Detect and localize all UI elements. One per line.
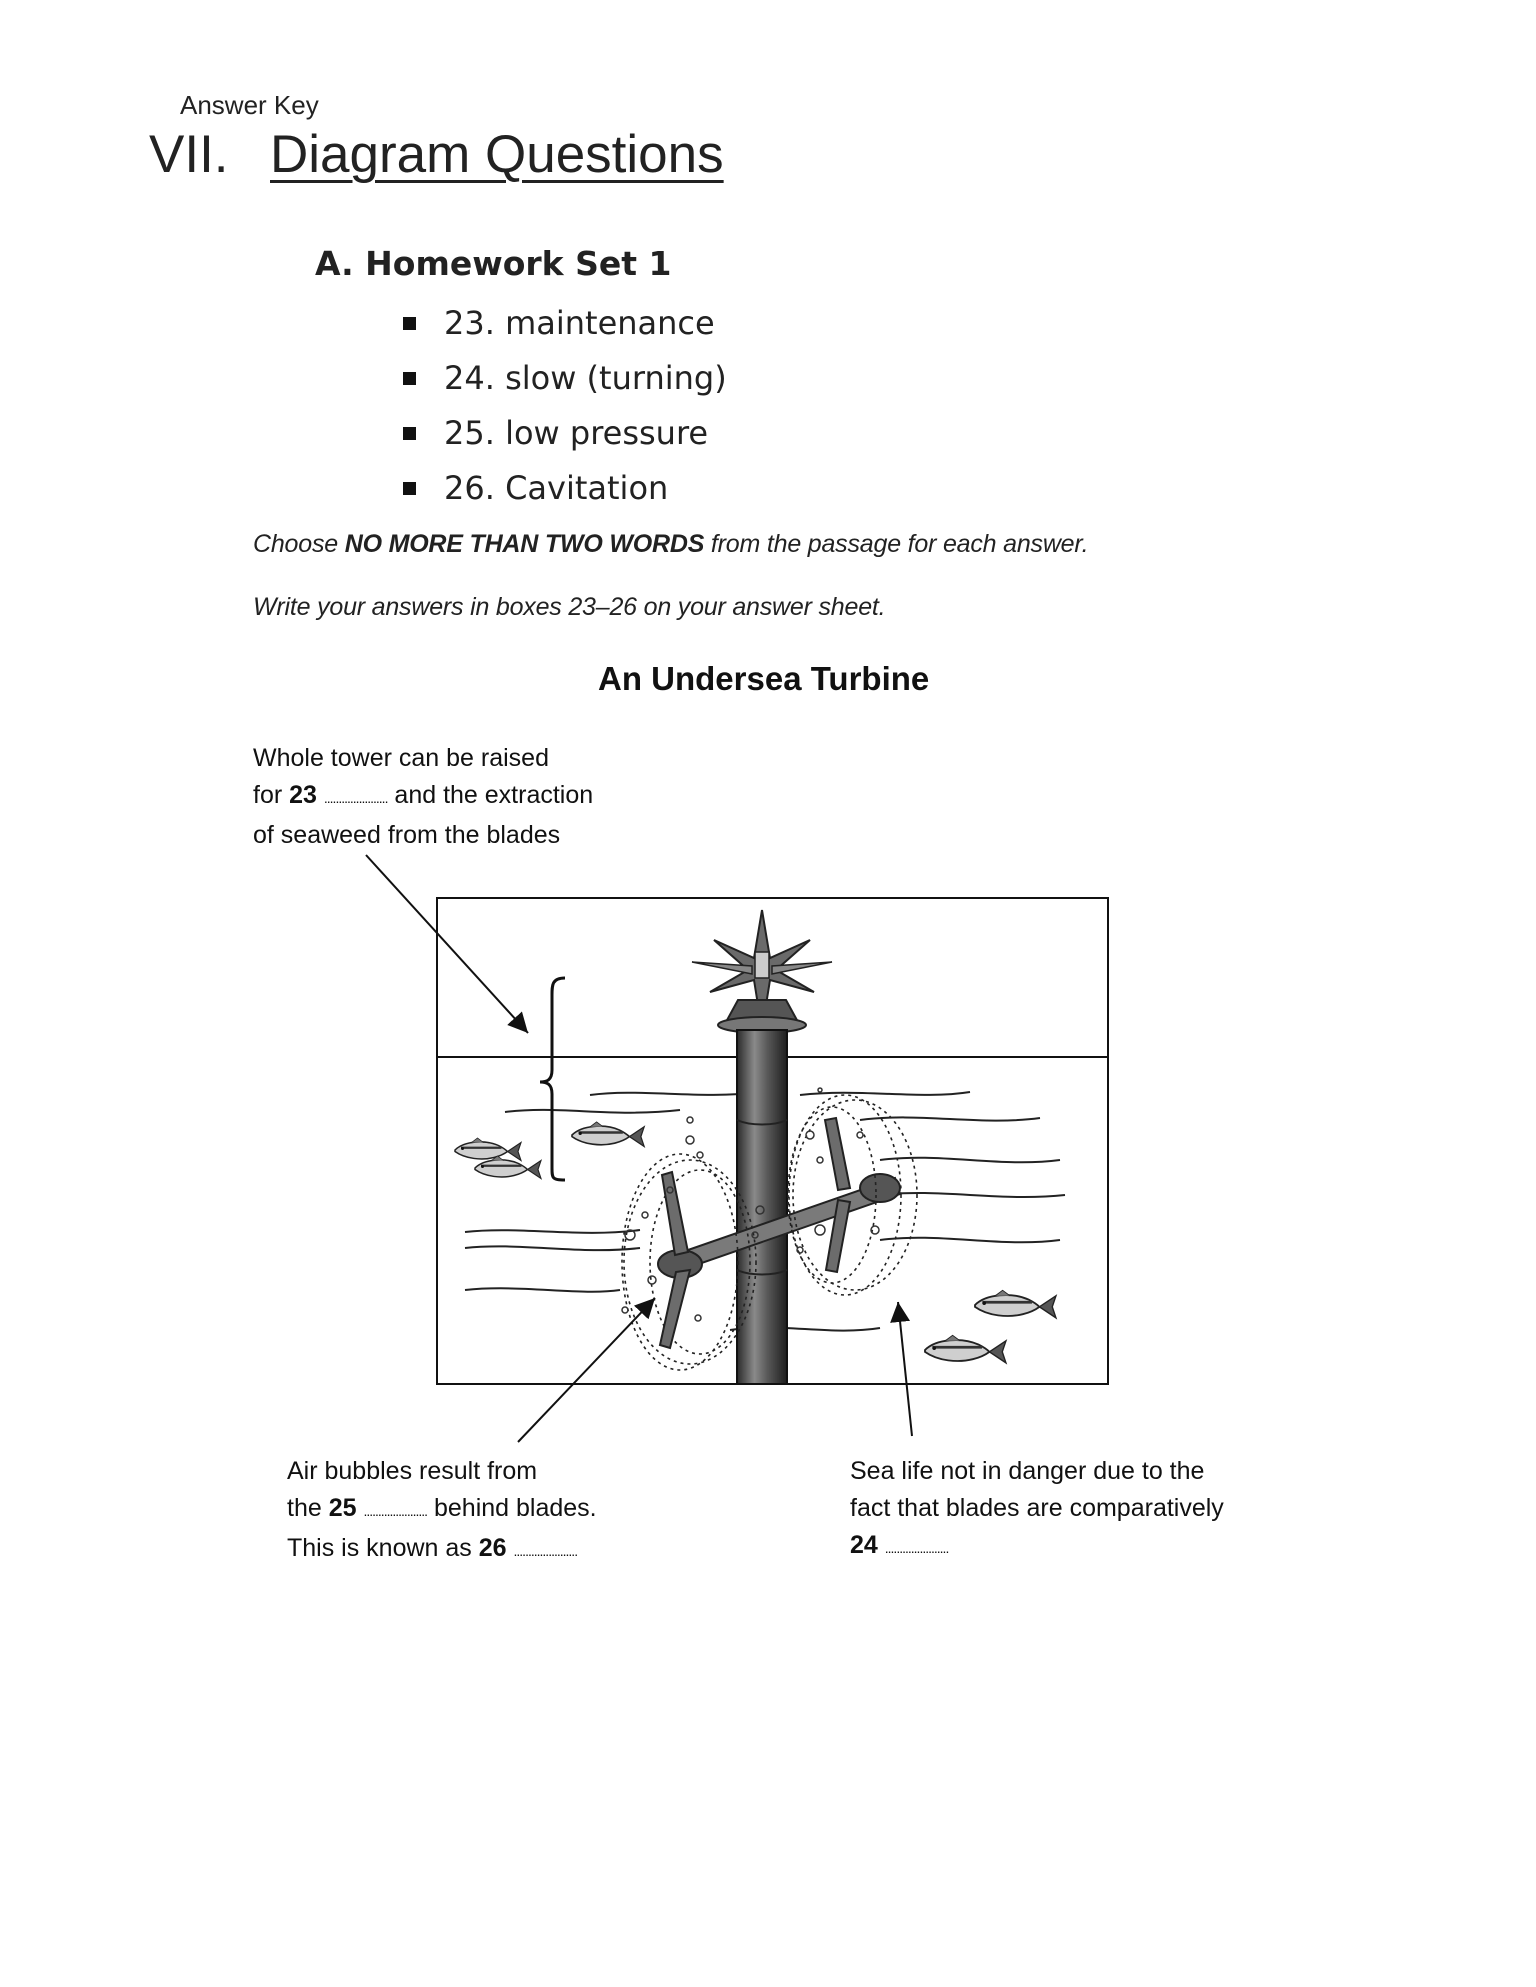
answer-text: 25. low pressure bbox=[444, 414, 709, 452]
caption-tower: Whole tower can be raised for 23 ...................... and the extraction of seaweed from the blades bbox=[253, 744, 594, 849]
section-title: Diagram Questions bbox=[270, 125, 724, 184]
answer-text: 23. maintenance bbox=[444, 304, 715, 342]
section-number: VII. bbox=[149, 125, 229, 184]
answer-key-label: Answer Key bbox=[180, 90, 319, 120]
caption-sea-life: Sea life not in danger due to the fact that blades are comparatively 24 ...................... bbox=[850, 1457, 1224, 1559]
answer-text: 26. Cavitation bbox=[444, 469, 669, 507]
diagram-title: An Undersea Turbine bbox=[598, 660, 930, 697]
instruction-line-2: Write your answers in boxes 23–26 on your answer sheet. bbox=[253, 593, 886, 621]
answer-text: 24. slow (turning) bbox=[444, 359, 727, 397]
caption-air-bubbles: Air bubbles result from the 25 ...................... behind blades. This is known as 26 ...................... bbox=[287, 1457, 597, 1562]
instruction-line-1: Choose NO MORE THAN TWO WORDS from the passage for each answer. bbox=[253, 530, 1089, 558]
homework-set-title: A. Homework Set 1 bbox=[315, 244, 672, 283]
